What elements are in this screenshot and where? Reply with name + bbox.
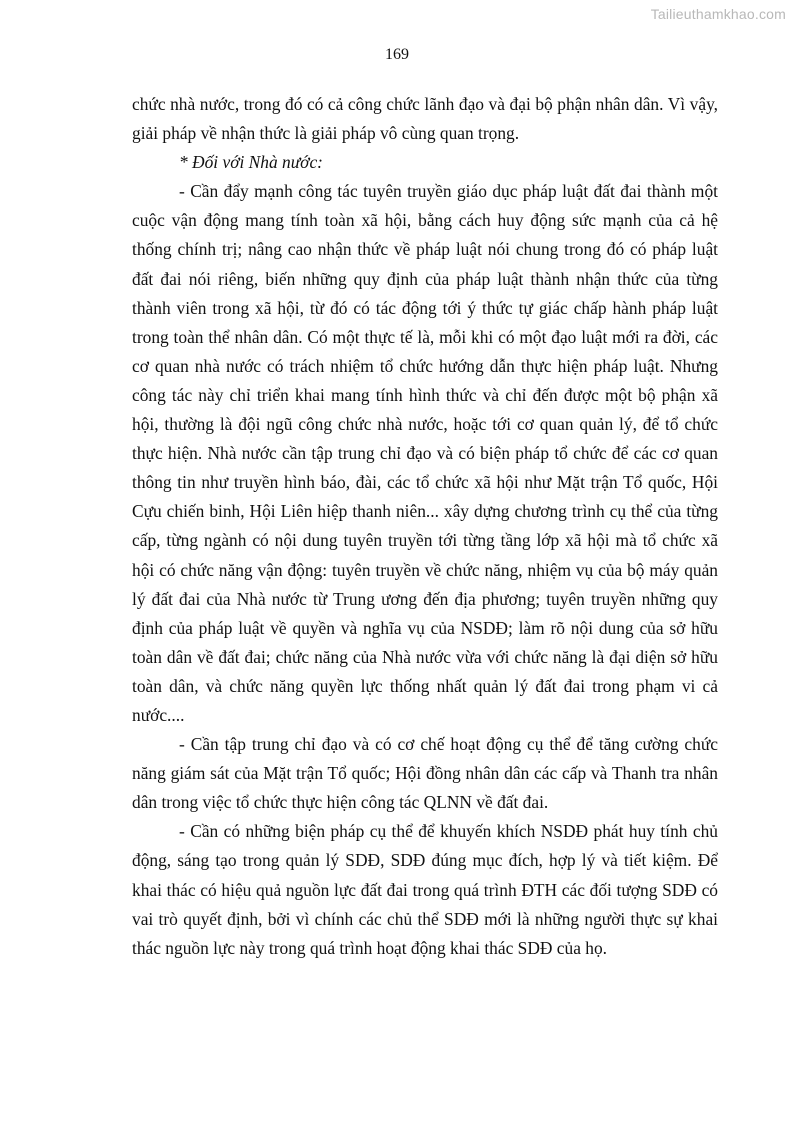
section-subheading: * Đối với Nhà nước: (179, 152, 323, 173)
paragraph-propaganda: - Cần đẩy mạnh công tác tuyên truyền giáo dục pháp luật đất đai thành một cuộc vận động mang tính toàn xã hội, bằng cách huy động sức mạnh của cả hệ thống chính trị; nâng cao nhận thức về pháp luật nói chung trong đó có pháp luật đất đai nói riêng, biến những quy định của pháp luật thành nhận thức của từng thành viên trong xã hội, từ đó có tác động tới ý thức tự giác chấp hành pháp luật trong toàn thể nhân dân. Có một thực tế là, mỗi khi có một đạo luật mới ra đời, các cơ quan nhà nước có trách nhiệm tổ chức hướng dẫn thực hiện pháp luật. Nhưng công tác này chỉ triển khai mang tính hình thức và chỉ đến được một bộ phận xã hội, thường là đội ngũ công chức nhà nước, hoặc tới cơ quan quản lý, để tổ chức thực hiện. Nhà nước cần tập trung chỉ đạo và có biện pháp tổ chức để các cơ quan thông tin như truyền hình báo, đài, các tổ chức xã hội như Mặt trận Tổ quốc, Hội Cựu chiến binh, Hội Liên hiệp thanh niên... xây dựng chương trình cụ thể của từng cấp, từng ngành có nội dung tuyên truyền tới từng tầng lớp xã hội mà tổ chức xã hội có chức năng vận động: tuyên truyền về chức năng, nhiệm vụ của bộ máy quản lý đất đai của Nhà nước từ Trung ương đến địa phương; tuyên truyền những quy định của pháp luật về quyền và nghĩa vụ của NSDĐ; làm rõ nội dung của sở hữu toàn dân về đất đai; chức năng của Nhà nước vừa với chức năng là đại diện sở hữu toàn dân, và chức năng quyền lực thống nhất quản lý đất đai trong phạm vi cả nước.... (132, 181, 718, 725)
paragraph-continuation: chức nhà nước, trong đó có cả công chức lãnh đạo và đại bộ phận nhân dân. Vì vậy, giải pháp về nhận thức là giải pháp vô cùng quan trọng. (132, 94, 718, 144)
paragraph-supervision: - Cần tập trung chỉ đạo và có cơ chế hoạt động cụ thể để tăng cường chức năng giám sát của Mặt trận Tổ quốc; Hội đồng nhân dân các cấp và Thanh tra nhân dân trong việc tổ chức thực hiện công tác QLNN về đất đai. (132, 734, 718, 813)
page-number: 169 (385, 46, 409, 63)
document-body (132, 90, 718, 963)
watermark: Tailieuthamkhao.com (650, 6, 786, 22)
paragraph-land-users: - Cần có những biện pháp cụ thể để khuyến khích NSDĐ phát huy tính chủ động, sáng tạo trong quản lý SDĐ, SDĐ đúng mục đích, hợp lý và tiết kiệm. Để khai thác có hiệu quả nguồn lực đất đai trong quá trình ĐTH các đối tượng SDĐ có vai trò quyết định, bởi vì chính các chủ thể SDĐ mới là những người thực sự khai thác nguồn lực này trong quá trình hoạt động khai thác SDĐ của họ. (132, 821, 718, 958)
